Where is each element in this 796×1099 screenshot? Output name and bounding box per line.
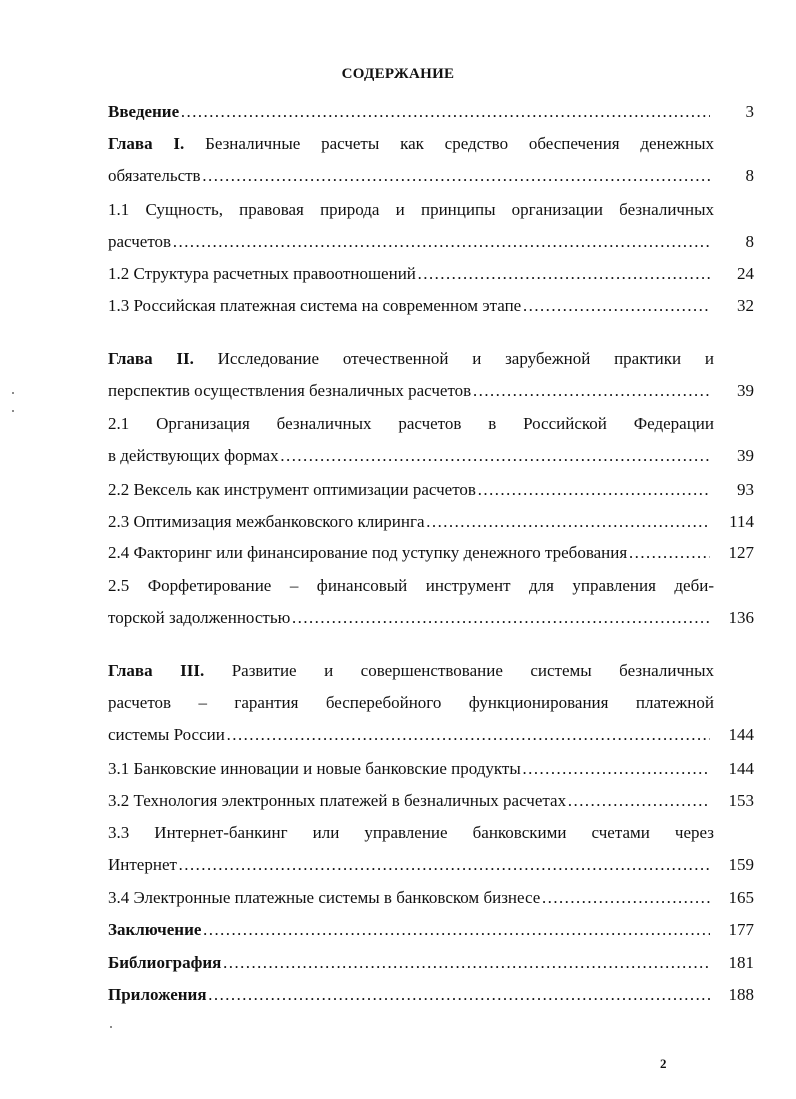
entry-text-last: обязательств	[108, 166, 201, 185]
leader-dots	[280, 440, 710, 472]
entry-page-number: 8	[745, 232, 754, 251]
toc-entry-conclusion[interactable]	[108, 914, 754, 946]
entry-page-number: 39	[737, 446, 754, 465]
leader-dots	[172, 226, 710, 258]
toc-entry-2-2[interactable]	[108, 474, 754, 506]
entry-text-line: расчетов – гарантия бесперебойного функционирования платежной	[108, 693, 714, 712]
entry-text-last: торской задолженностью	[108, 608, 291, 627]
page-number: 2	[660, 1056, 667, 1071]
toc-entry-chapter-3[interactable]	[108, 655, 754, 751]
scan-speck	[12, 410, 14, 412]
leader-dots	[522, 290, 710, 322]
toc-entry-bibliography[interactable]	[108, 947, 754, 979]
toc-entry-chapter-2[interactable]	[108, 343, 754, 407]
toc-title: СОДЕРЖАНИЕ	[341, 66, 455, 82]
leader-dots	[541, 882, 710, 914]
entry-text-last: 3.2 Технология электронных платежей в безналичных расчетах	[108, 791, 567, 810]
leader-dots	[472, 375, 710, 407]
entry-text-last: системы России	[108, 725, 225, 744]
entry-text-last: Интернет	[108, 855, 177, 874]
entry-page-number: 114	[729, 512, 754, 531]
toc-entry-2-3[interactable]	[108, 506, 754, 538]
chapter-label: Глава III.	[108, 661, 205, 680]
leader-dots	[178, 849, 710, 881]
entry-heading: Приложения	[108, 985, 207, 1004]
toc-entry-appendices[interactable]	[108, 979, 754, 1011]
entry-text-line: Исследование отечественной и зарубежной практики и	[217, 349, 714, 368]
chapter-label: Глава I.	[108, 134, 185, 153]
toc-entry-2-1[interactable]	[108, 408, 754, 472]
leader-dots	[417, 258, 710, 290]
toc-entry-chapter-1[interactable]	[108, 128, 754, 192]
entry-text-last: расчетов	[108, 232, 172, 251]
scan-speck	[12, 392, 14, 394]
leader-dots	[180, 96, 710, 128]
entry-page-number: 153	[728, 791, 754, 810]
entry-text-last: 1.3 Российская платежная система на современном этапе	[108, 296, 522, 315]
entry-page-number: 181	[728, 953, 754, 972]
leader-dots	[202, 914, 710, 946]
entry-page-number: 144	[728, 725, 754, 744]
toc-entry-2-4[interactable]	[108, 537, 754, 569]
entry-page-number: 32	[737, 296, 754, 315]
entry-page-number: 177	[728, 920, 754, 939]
entry-page-number: 39	[737, 381, 754, 400]
entry-text-line: Развитие и совершенствование системы безналичных	[231, 661, 714, 680]
entry-page-number: 24	[737, 264, 754, 283]
leader-dots	[426, 506, 710, 538]
entry-heading: Библиография	[108, 953, 222, 972]
entry-heading: Введение	[108, 102, 180, 121]
leader-dots	[222, 947, 710, 979]
entry-text-line: 2.5 Форфетирование – финансовый инструмент для управления деби-	[108, 576, 714, 595]
entry-text-last: 2.3 Оптимизация межбанковского клиринга	[108, 512, 425, 531]
leader-dots	[567, 785, 710, 817]
entry-text-last: 2.4 Факторинг или финансирование под уступку денежного требования	[108, 543, 628, 562]
entry-text-last: 1.2 Структура расчетных правоотношений	[108, 264, 416, 283]
entry-heading: Заключение	[108, 920, 202, 939]
leader-dots	[628, 537, 710, 569]
scan-speck	[110, 1026, 112, 1028]
entry-text-last: в действующих формах	[108, 446, 279, 465]
toc-entry-1-3[interactable]	[108, 290, 754, 322]
entry-page-number: 8	[745, 166, 754, 185]
toc-entry-2-5[interactable]	[108, 570, 754, 634]
entry-page-number: 136	[728, 608, 754, 627]
entry-page-number: 3	[745, 102, 754, 121]
toc-entry-1-2[interactable]	[108, 258, 754, 290]
entry-text-line: 2.1 Организация безналичных расчетов в Российской Федерации	[108, 414, 714, 433]
entry-page-number: 188	[728, 985, 754, 1004]
leader-dots	[291, 602, 710, 634]
leader-dots	[208, 979, 710, 1011]
toc-entry-3-1[interactable]	[108, 753, 754, 785]
entry-page-number: 144	[728, 759, 754, 778]
entry-text-line: 1.1 Сущность, правовая природа и принципы организации безналичных	[108, 200, 714, 219]
entry-text-last: перспектив осуществления безналичных расчетов	[108, 381, 472, 400]
leader-dots	[226, 719, 710, 751]
entry-text-last: 3.4 Электронные платежные системы в банковском бизнесе	[108, 888, 541, 907]
chapter-label: Глава II.	[108, 349, 194, 368]
entry-text-line: Безналичные расчеты как средство обеспечения денежных	[205, 134, 714, 153]
toc-entry-3-3[interactable]	[108, 817, 754, 881]
entry-page-number: 159	[728, 855, 754, 874]
entry-page-number: 127	[728, 543, 754, 562]
entry-page-number: 165	[728, 888, 754, 907]
leader-dots	[522, 753, 710, 785]
toc-entry-introduction[interactable]	[108, 96, 754, 128]
toc-entry-1-1[interactable]	[108, 194, 754, 258]
leader-dots	[202, 160, 710, 192]
toc-entry-3-2[interactable]	[108, 785, 754, 817]
leader-dots	[477, 474, 710, 506]
entry-text-line: 3.3 Интернет-банкинг или управление банковскими счетами через	[108, 823, 714, 842]
toc-entry-3-4[interactable]	[108, 882, 754, 914]
entry-text-last: 2.2 Вексель как инструмент оптимизации расчетов	[108, 480, 476, 499]
entry-page-number: 93	[737, 480, 754, 499]
entry-text-last: 3.1 Банковские инновации и новые банковские продукты	[108, 759, 521, 778]
